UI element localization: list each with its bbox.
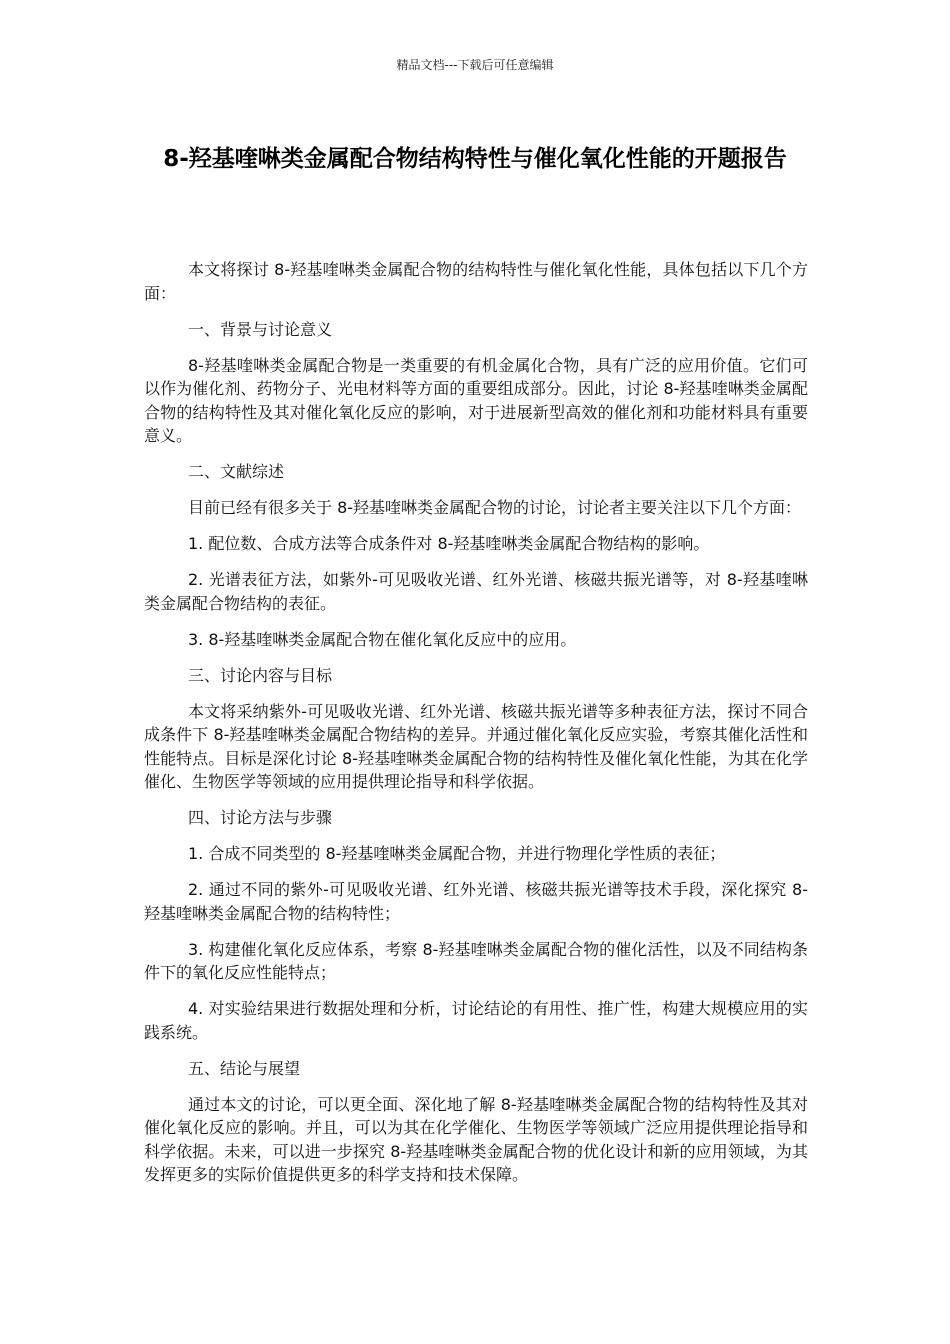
section-heading-methods: 四、讨论方法与步骤	[188, 808, 333, 827]
section-heading-content: 三、讨论内容与目标	[188, 665, 333, 685]
literature-item-1: 1. 配位数、合成方法等合成条件对 8-羟基喹啉类金属配合物结构的影响。	[188, 534, 710, 553]
methods-item-1: 1. 合成不同类型的 8-羟基喹啉类金属配合物，并进行物理化学性质的表征；	[188, 844, 726, 863]
methods-item-4: 4. 对实验结果进行数据处理和分析，讨论结论的有用性、推广性，构建大规模应用的实践系统。	[144, 999, 808, 1042]
content-paragraph: 本文将采纳紫外-可见吸收光谱、红外光谱、核磁共振光谱等多种表征方法，探讨不同合成条件下 8-羟基喹啉类金属配合物结构的差异。并通过催化氧化反应实验，考察其催化活性和性能特点。目标是深化讨论 8-羟基喹啉类金属配合物的结构特性及催化氧化性能，为其在化学催化、生物医学等领域的应用提供理论指导和科学依据。	[144, 701, 808, 791]
header-note: 精品文档---下载后可任意编辑	[396, 58, 554, 72]
literature-item-3: 3. 8-羟基喹啉类金属配合物在催化氧化反应中的应用。	[188, 629, 577, 649]
literature-paragraph: 目前已经有很多关于 8-羟基喹啉类金属配合物的讨论，讨论者主要关注以下几个方面：	[188, 498, 802, 517]
conclusion-paragraph: 通过本文的讨论，可以更全面、深化地了解 8-羟基喹啉类金属配合物的结构特性及其对催化氧化反应的影响。并且，可以为其在化学催化、生物医学等领域广泛应用提供理论指导和科学依据。未来，可以进一步探究 8-羟基喹啉类金属配合物的优化设计和新的应用领域，为其发挥更多的实际价值提供更多的科学支持和技术保障。	[144, 1094, 808, 1184]
methods-item-2: 2. 通过不同的紫外-可见吸收光谱、红外光谱、核磁共振光谱等技术手段，深化探究 8-羟基喹啉类金属配合物的结构特性；	[144, 880, 808, 923]
section-heading-literature: 二、文献综述	[188, 462, 285, 481]
document-body	[144, 258, 808, 1199]
intro-paragraph: 本文将探讨 8-羟基喹啉类金属配合物的结构特性与催化氧化性能，具体包括以下几个方面：	[144, 260, 808, 303]
section-heading-background: 一、背景与讨论意义	[188, 319, 333, 339]
methods-item-3: 3. 构建催化氧化反应体系，考察 8-羟基喹啉类金属配合物的催化活性，以及不同结构条件下的氧化反应性能特点；	[144, 939, 808, 982]
background-paragraph: 8-羟基喹啉类金属配合物是一类重要的有机金属化合物，具有广泛的应用价值。它们可以作为催化剂、药物分子、光电材料等方面的重要组成部分。因此，讨论 8-羟基喹啉类金属配合物的结构特性及其对催化氧化反应的影响，对于进展新型高效的催化剂和功能材料具有重要意义。	[144, 355, 808, 445]
literature-item-2: 2. 光谱表征方法，如紫外-可见吸收光谱、红外光谱、核磁共振光谱等，对 8-羟基喹啉类金属配合物结构的表征。	[144, 570, 808, 613]
section-heading-conclusion: 五、结论与展望	[188, 1058, 301, 1078]
document-title: 8-羟基喹啉类金属配合物结构特性与催化氧化性能的开题报告	[163, 146, 787, 172]
